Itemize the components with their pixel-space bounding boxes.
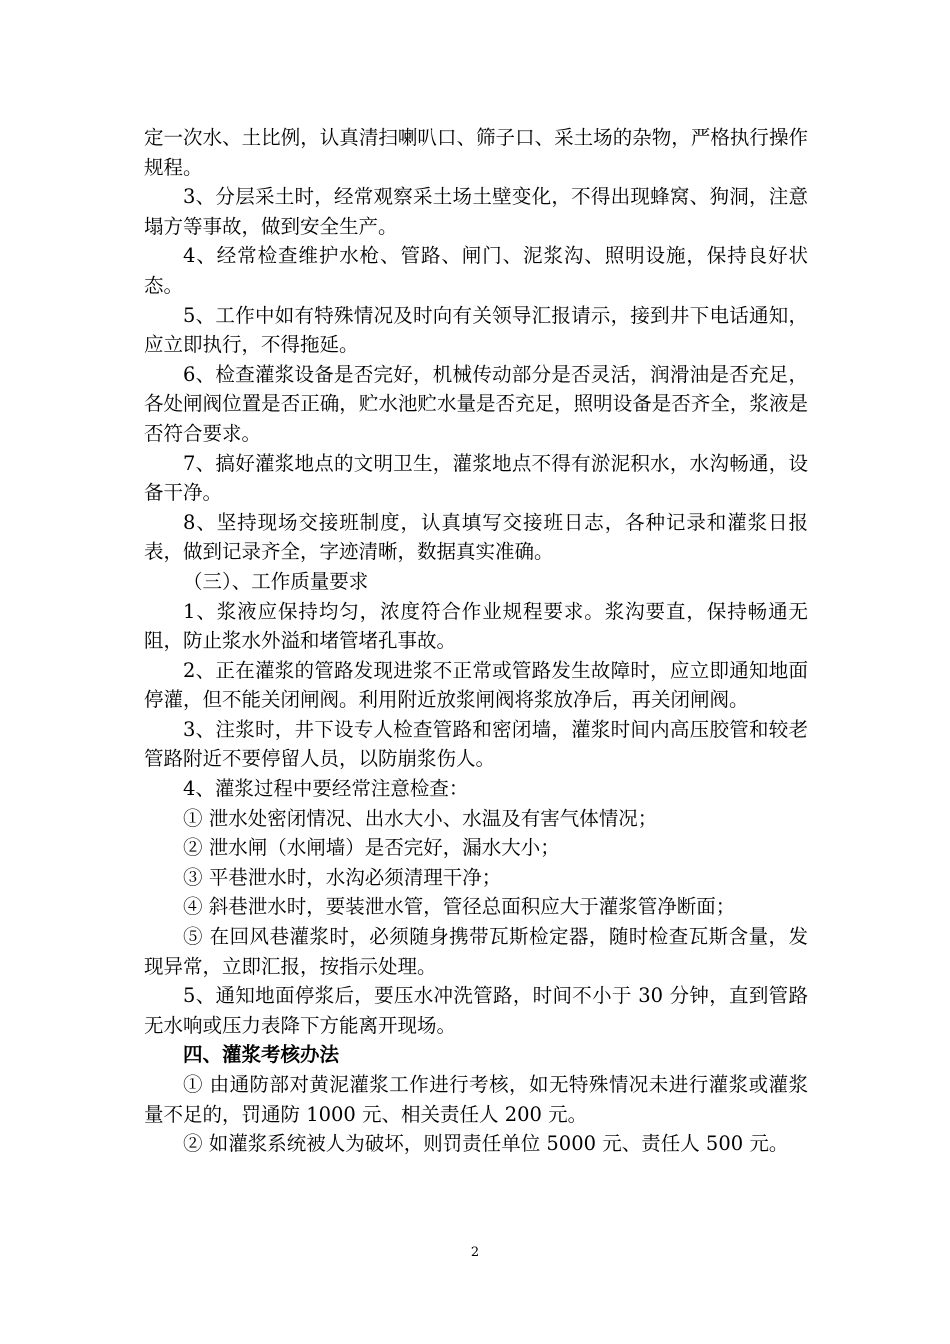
check-item-5: ⑤ 在回风巷灌浆时，必须随身携带瓦斯检定器，随时检查瓦斯含量，发现异常，立即汇报，按指示处理。 xyxy=(144,925,808,978)
paragraph-quality-3: 3、注浆时，井下设专人检查管路和密闭墙，灌浆时间内高压胶管和较老管路附近不要停留人员，以防崩浆伤人。 xyxy=(144,717,808,771)
paragraph-quality-1: 1、浆液应保持均匀，浓度符合作业规程要求。浆沟要直，保持畅通无阻，防止浆水外溢和堵管堵孔事故。 xyxy=(144,599,808,653)
document-body xyxy=(144,123,808,1159)
paragraph-quality-4: 4、灌浆过程中要经常注意检查： xyxy=(183,777,469,801)
paragraph-item-5: 5、工作中如有特殊情况及时向有关领导汇报请示，接到井下电话通知，应立即执行，不得拖延。 xyxy=(144,303,808,357)
paragraph-item-3: 3、分层采土时，经常观察采土场土壁变化，不得出现蜂窝、狗洞，注意塌方等事故，做到安全生产。 xyxy=(144,185,808,238)
paragraph-item-7: 7、搞好灌浆地点的文明卫生，灌浆地点不得有淤泥积水，水沟畅通，设备干净。 xyxy=(144,451,808,505)
check-item-2: ② 泄水闸（水闸墙）是否完好，漏水大小； xyxy=(183,836,560,860)
section-heading-quality: （三）、工作质量要求 xyxy=(183,569,369,593)
paragraph-item-4: 4、经常检查维护水枪、管路、闸门、泥浆沟、照明设施，保持良好状态。 xyxy=(144,244,808,297)
check-item-3: ③ 平巷泄水时，水沟必须清理干净； xyxy=(183,865,502,889)
check-item-1: ① 泄水处密闭情况、出水大小、水温及有害气体情况； xyxy=(183,806,658,830)
paragraph-quality-5: 5、通知地面停浆后，要压水冲洗管路，时间不小于 30 分钟，直到管路无水响或压力表降下方能离开现场。 xyxy=(144,984,808,1037)
paragraph-item-6: 6、检查灌浆设备是否完好，机械传动部分是否灵活，润滑油是否充足，各处闸阀位置是否正确，贮水池贮水量是否充足，照明设备是否齐全，浆液是否符合要求。 xyxy=(144,362,808,445)
section-heading-assessment: 四、灌浆考核办法 xyxy=(183,1043,340,1067)
paragraph-quality-2: 2、正在灌浆的管路发现进浆不正常或管路发生故障时，应立即通知地面停灌，但不能关闭闸阀。利用附近放浆闸阀将浆放净后，再关闭闸阀。 xyxy=(144,658,808,712)
assessment-item-2: ② 如灌浆系统被人为破坏，则罚责任单位 5000 元、责任人 500 元。 xyxy=(183,1132,789,1156)
assessment-item-1: ① 由通防部对黄泥灌浆工作进行考核，如无特殊情况未进行灌浆或灌浆量不足的，罚通防 1000 元、相关责任人 200 元。 xyxy=(144,1073,808,1126)
paragraph-item-8: 8、坚持现场交接班制度，认真填写交接班日志，各种记录和灌浆日报表，做到记录齐全，字迹清晰，数据真实准确。 xyxy=(144,510,808,564)
page-number: 2 xyxy=(470,1245,480,1260)
check-item-4: ④ 斜巷泄水时，要装泄水管，管径总面积应大于灌浆管净断面； xyxy=(183,895,736,919)
paragraph-continuation: 定一次水、土比例，认真清扫喇叭口、筛子口、采土场的杂物，严格执行操作规程。 xyxy=(144,126,808,179)
